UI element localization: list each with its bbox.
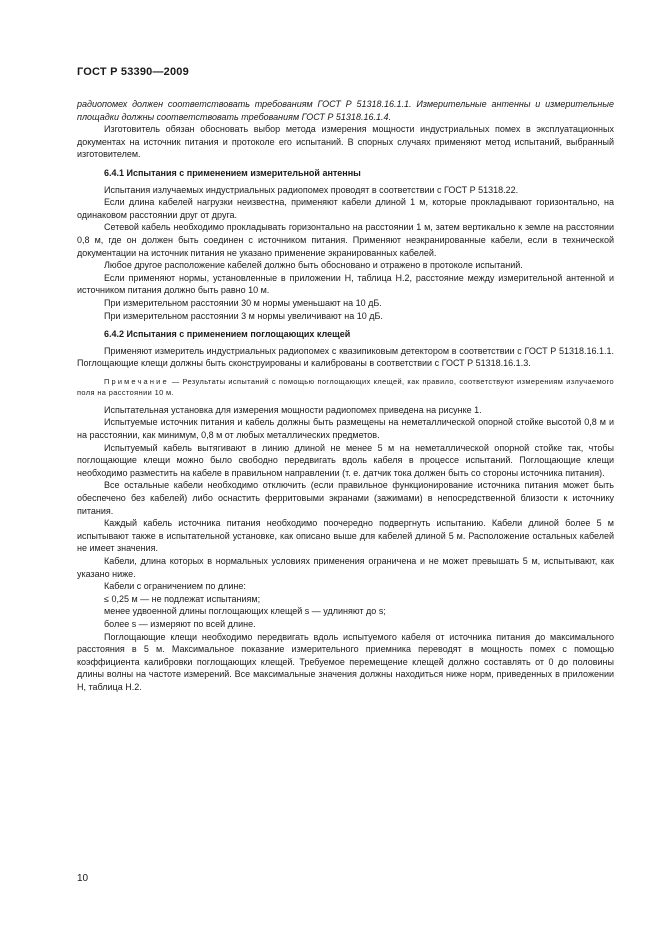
paragraph-limited-cables: Кабели, длина которых в нормальных условиях применения ограничена и не может превышать 5 м, испытывают, как указано ниже. bbox=[77, 556, 614, 579]
paragraph-30m: При измерительном расстоянии 30 м нормы уменьшают на 10 дБ. bbox=[104, 297, 382, 308]
paragraph-other-cables: Все остальные кабели необходимо отключить (если правильное функционирование источника питания может быть обеспечено без кабелей) либо оснастить ферритовыми экранами (зажимами) в непосредственной близости к источнику питания. bbox=[77, 480, 614, 516]
note-text: — Результаты испытаний с помощью поглощающих клещей, как правило, соответствуют измерениям излучаемого поля на расстоянии 10 м. bbox=[77, 376, 614, 397]
paragraph-continuation: радиопомех должен соответствовать требованиям ГОСТ Р 51318.16.1.1. Измерительные антенны и измерительные площадки должны соответствовать требованиям ГОСТ Р 51318.16.1.4. bbox=[77, 99, 614, 122]
note bbox=[77, 376, 614, 398]
paragraph-norms-distance: Если применяют нормы, установленные в приложении Н, таблица Н.2, расстояние между измерительной антенной и источником питания должно быть равно 10 м. bbox=[77, 272, 614, 296]
note-label: Примечание bbox=[104, 376, 169, 386]
list-item: менее удвоенной длины поглощающих клещей s — удлиняют до s; bbox=[104, 606, 386, 617]
paragraph-manufacturer: Изготовитель обязан обосновать выбор метода измерения мощности индустриальных помех в эксплуатационных документах на источник питания и протоколе его испытаний. В спорных случаях применяют метод испытаний, выбранный изготовителем. bbox=[77, 124, 614, 160]
paragraph-mains-cable: Сетевой кабель необходимо прокладывать горизонтально на расстоянии 1 м, затем вертикально к земле на расстоянии 0,8 м, где он должен быть соединен с источником питания. Применяют неэкранированные кабели, если в технической документации на источник питания не указано применение экранированных кабелей. bbox=[77, 222, 614, 258]
section-heading-6-4-1: 6.4.1 Испытания с применением измерительной антенны bbox=[104, 167, 361, 178]
list-heading: Кабели с ограничением по длине: bbox=[104, 581, 246, 592]
paragraph-cable-length: Если длина кабелей нагрузки неизвестна, применяют кабели длиной 1 м, которые прокладывают горизонтально, на одинаковом расстоянии друг от друга. bbox=[77, 197, 614, 220]
list-item: ≤ 0,25 м — не подлежат испытаниям; bbox=[104, 593, 261, 604]
paragraph-arrangement: Любое другое расположение кабелей должно быть обосновано и отражено в протоколе испытаний. bbox=[104, 260, 523, 271]
paragraph-placement: Испытуемые источник питания и кабель должны быть размещены на неметаллической опорной стойке высотой 0,8 м и на расстоянии, как минимум, 0,8 м от любых металлических предметов. bbox=[77, 417, 614, 441]
list-item: более s — измеряют по всей длине. bbox=[104, 618, 256, 629]
paragraph-test-standard: Испытания излучаемых индустриальных радиопомех проводят в соответствии с ГОСТ Р 51318.22. bbox=[104, 184, 519, 195]
paragraph-clamp-movement: Поглощающие клещи необходимо передвигать вдоль испытуемого кабеля от источника питания до максимального расстояния в 5 м. Максимальное показание измерительного приемника переводят в мощность помех с помощью коэффициента калибровки поглощающих клещей. Требуемое перемещение клещей должно составлять от 0 до половины длины волны на частоте измерений. Все максимальные значения должны находиться ниже норм, приведенных в приложении Н, таблица Н.2. bbox=[77, 631, 614, 692]
page-number: 10 bbox=[77, 873, 89, 884]
document-header: ГОСТ Р 53390—2009 bbox=[77, 66, 189, 78]
paragraph-3m: При измерительном расстоянии 3 м нормы увеличивают на 10 дБ. bbox=[104, 310, 383, 321]
paragraph-each-cable: Каждый кабель источника питания необходимо поочередно подвергнуть испытанию. Кабели длиной более 5 м испытывают также в испытательной установке, как описано выше для кабелей длиной 5 м. Расположение остальных кабелей не имеет значения. bbox=[77, 518, 614, 554]
document-page bbox=[77, 66, 614, 694]
paragraph-cable-line: Испытуемый кабель вытягивают в линию длиной не менее 5 м на неметаллической опорной стойке так, чтобы поглощающие клещи можно было свободно передвигать вдоль кабеля в процессе испытаний. Поглощающие клещи необходимо разместить на кабеле в правильном направлении (т. е. датчик тока должен быть со стороны источника питания). bbox=[77, 442, 614, 478]
paragraph-quasi-peak: Применяют измеритель индустриальных радиопомех с квазипиковым детектором в соответствии с ГОСТ Р 51318.16.1.1. Поглощающие клещи должны быть сконструированы и калиброваны в соответствии с ГОСТ Р 51318.16.1.3. bbox=[77, 345, 614, 369]
document-body bbox=[77, 98, 614, 694]
paragraph-test-setup: Испытательная установка для измерения мощности радиопомех приведена на рисунке 1. bbox=[104, 404, 482, 415]
section-heading-6-4-2: 6.4.2 Испытания с применением поглощающих клещей bbox=[104, 329, 351, 340]
